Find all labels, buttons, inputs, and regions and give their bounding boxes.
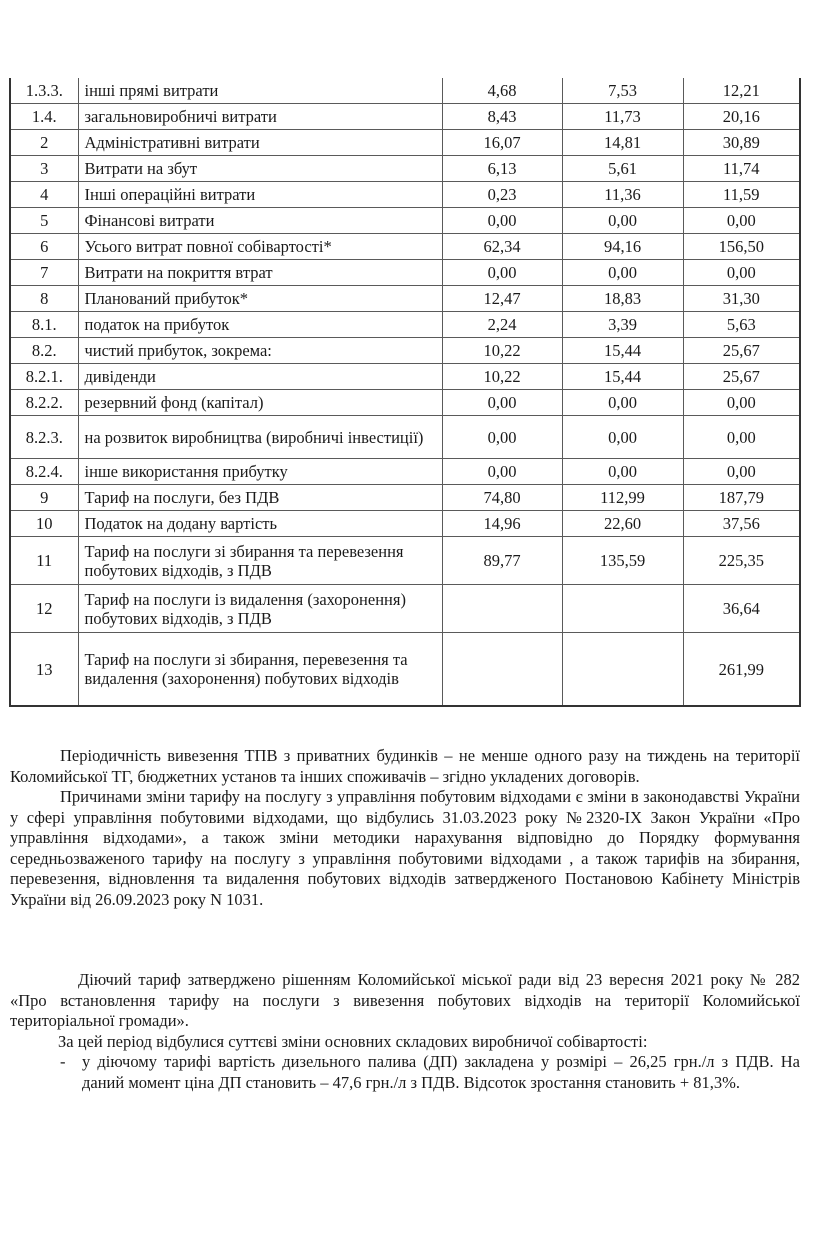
value-cell-total: 30,89 [683,130,800,156]
row-name-cell: Фінансові витрати [78,208,442,234]
value-cell-total: 187,79 [683,485,800,511]
value-cell-2: 0,00 [562,416,683,459]
value-cell-total: 11,59 [683,182,800,208]
table-row [10,459,800,485]
bullet-dash: - [60,1052,66,1071]
value-cell-total: 31,30 [683,286,800,312]
table-row [10,364,800,390]
value-cell-2: 94,16 [562,234,683,260]
value-cell-total: 0,00 [683,208,800,234]
value-cell-2: 135,59 [562,537,683,585]
value-cell-1: 0,00 [442,260,562,286]
table-row [10,104,800,130]
row-number-cell: 8.1. [10,312,78,338]
value-cell-total: 261,99 [683,633,800,707]
row-number-cell: 8.2.4. [10,459,78,485]
paragraph-cost-changes: За цей період відбулися суттєві зміни основних складових виробничої собівартості: [58,1031,648,1051]
value-cell-2: 14,81 [562,130,683,156]
value-cell-1: 0,00 [442,208,562,234]
row-number-cell: 8.2.2. [10,390,78,416]
table-row [10,390,800,416]
row-number-cell: 3 [10,156,78,182]
value-cell-2: 11,36 [562,182,683,208]
row-number-cell: 12 [10,585,78,633]
table-row [10,78,800,104]
row-name-cell: Планований прибуток* [78,286,442,312]
table-row [10,182,800,208]
value-cell-1 [442,585,562,633]
paragraph-current-tariff: Діючий тариф затверджено рішенням Коломийської міської ради від 23 вересня 2021 року № 282 «Про встановлення тарифу на послуги з вивезення побутових відходів на території Коломийської територіальної громади». [10,970,800,1030]
tariff-cost-table [9,78,801,707]
row-number-cell: 1.4. [10,104,78,130]
value-cell-total: 20,16 [683,104,800,130]
text-section-main [10,746,800,910]
table-row [10,585,800,633]
row-number-cell: 10 [10,511,78,537]
table-row [10,234,800,260]
value-cell-total: 0,00 [683,459,800,485]
value-cell-total: 0,00 [683,416,800,459]
row-name-cell: інше використання прибутку [78,459,442,485]
paragraph-collection-frequency: Періодичність вивезення ТПВ з приватних будинків – не менше одного разу на тиждень на території Коломийської ТГ, бюджетних установ та інших споживачів – згідно укладених договорів. [10,746,800,786]
table-row [10,286,800,312]
value-cell-total: 37,56 [683,511,800,537]
value-cell-1 [442,633,562,707]
row-number-cell: 4 [10,182,78,208]
value-cell-total: 225,35 [683,537,800,585]
value-cell-1: 14,96 [442,511,562,537]
row-name-cell: Адміністративні витрати [78,130,442,156]
table-row [10,485,800,511]
value-cell-2: 15,44 [562,364,683,390]
table-row [10,537,800,585]
value-cell-total: 0,00 [683,390,800,416]
table-row [10,130,800,156]
row-number-cell: 1.3.3. [10,78,78,104]
row-number-cell: 13 [10,633,78,707]
value-cell-2: 15,44 [562,338,683,364]
row-name-cell: Тариф на послуги із видалення (захоронення) побутових відходів, з ПДВ [78,585,442,633]
value-cell-1: 10,22 [442,364,562,390]
value-cell-2: 0,00 [562,390,683,416]
row-number-cell: 8.2. [10,338,78,364]
table-row [10,260,800,286]
table-row [10,633,800,707]
list-item-text: у діючому тарифі вартість дизельного палива (ДП) закладена у розмірі – 26,25 грн./л з ПДВ. На даний момент ціна ДП становить – 47,6 грн./л з ПДВ. Відсоток зростання становить + 81,3%. [82,1052,800,1092]
row-name-cell: Тариф на послуги зі збирання та перевезення побутових відходів, з ПДВ [78,537,442,585]
value-cell-1: 12,47 [442,286,562,312]
row-name-cell: Усього витрат повної собівартості* [78,234,442,260]
value-cell-2: 0,00 [562,459,683,485]
value-cell-total: 0,00 [683,260,800,286]
value-cell-1: 2,24 [442,312,562,338]
value-cell-1: 0,00 [442,459,562,485]
row-number-cell: 6 [10,234,78,260]
value-cell-total: 25,67 [683,338,800,364]
value-cell-1: 8,43 [442,104,562,130]
row-name-cell: інші прямі витрати [78,78,442,104]
row-name-cell: загальновиробничі витрати [78,104,442,130]
row-name-cell: дивіденди [78,364,442,390]
row-name-cell: резервний фонд (капітал) [78,390,442,416]
value-cell-1: 0,23 [442,182,562,208]
value-cell-total: 25,67 [683,364,800,390]
value-cell-2 [562,585,683,633]
row-name-cell: Податок на додану вартість [78,511,442,537]
row-number-cell: 2 [10,130,78,156]
value-cell-2: 0,00 [562,260,683,286]
row-number-cell: 9 [10,485,78,511]
row-name-cell: Витрати на покриття втрат [78,260,442,286]
row-name-cell: чистий прибуток, зокрема: [78,338,442,364]
value-cell-2: 18,83 [562,286,683,312]
value-cell-2: 22,60 [562,511,683,537]
row-name-cell: Тариф на послуги, без ПДВ [78,485,442,511]
text-section-current-tariff [10,970,800,1093]
row-number-cell: 5 [10,208,78,234]
value-cell-2: 7,53 [562,78,683,104]
value-cell-1: 10,22 [442,338,562,364]
value-cell-1: 6,13 [442,156,562,182]
table-row [10,156,800,182]
value-cell-2: 11,73 [562,104,683,130]
paragraph-tariff-change-reasons: Причинами зміни тарифу на послугу з управління побутовим відходами є зміни в законодавстві України у сфері управління побутовими відходами, що відбулись 31.03.2023 року №2320-ІХ Закон України «Про управління відходами», а також зміни методики нарахування відповідно до Порядку формування середньозваженого тарифу на послугу з управління побутовими відходами , а також тарифів на збирання, перевезення, відновлення та видалення побутових відходів затвердженого Постановою Кабінету Міністрів України від 26.09.2023 року N 1031. [10,787,800,909]
value-cell-2 [562,633,683,707]
value-cell-1: 74,80 [442,485,562,511]
value-cell-2: 112,99 [562,485,683,511]
value-cell-total: 5,63 [683,312,800,338]
value-cell-1: 89,77 [442,537,562,585]
row-name-cell: Витрати на збут [78,156,442,182]
row-number-cell: 7 [10,260,78,286]
value-cell-total: 36,64 [683,585,800,633]
list-item-diesel-price [10,1052,800,1093]
row-name-cell: Тариф на послуги зі збирання, перевезення та видалення (захоронення) побутових відходів [78,633,442,707]
table-row [10,338,800,364]
value-cell-2: 0,00 [562,208,683,234]
value-cell-1: 0,00 [442,390,562,416]
table-row [10,312,800,338]
row-name-cell: Інші операційні витрати [78,182,442,208]
value-cell-1: 62,34 [442,234,562,260]
table-row [10,511,800,537]
row-name-cell: податок на прибуток [78,312,442,338]
row-number-cell: 8 [10,286,78,312]
row-number-cell: 8.2.3. [10,416,78,459]
value-cell-total: 156,50 [683,234,800,260]
value-cell-1: 0,00 [442,416,562,459]
value-cell-1: 16,07 [442,130,562,156]
value-cell-total: 11,74 [683,156,800,182]
value-cell-1: 4,68 [442,78,562,104]
row-number-cell: 11 [10,537,78,585]
value-cell-2: 5,61 [562,156,683,182]
row-number-cell: 8.2.1. [10,364,78,390]
value-cell-total: 12,21 [683,78,800,104]
table-row [10,208,800,234]
value-cell-2: 3,39 [562,312,683,338]
row-name-cell: на розвиток виробництва (виробничі інвестиції) [78,416,442,459]
table-row [10,416,800,459]
table-body [10,78,800,706]
